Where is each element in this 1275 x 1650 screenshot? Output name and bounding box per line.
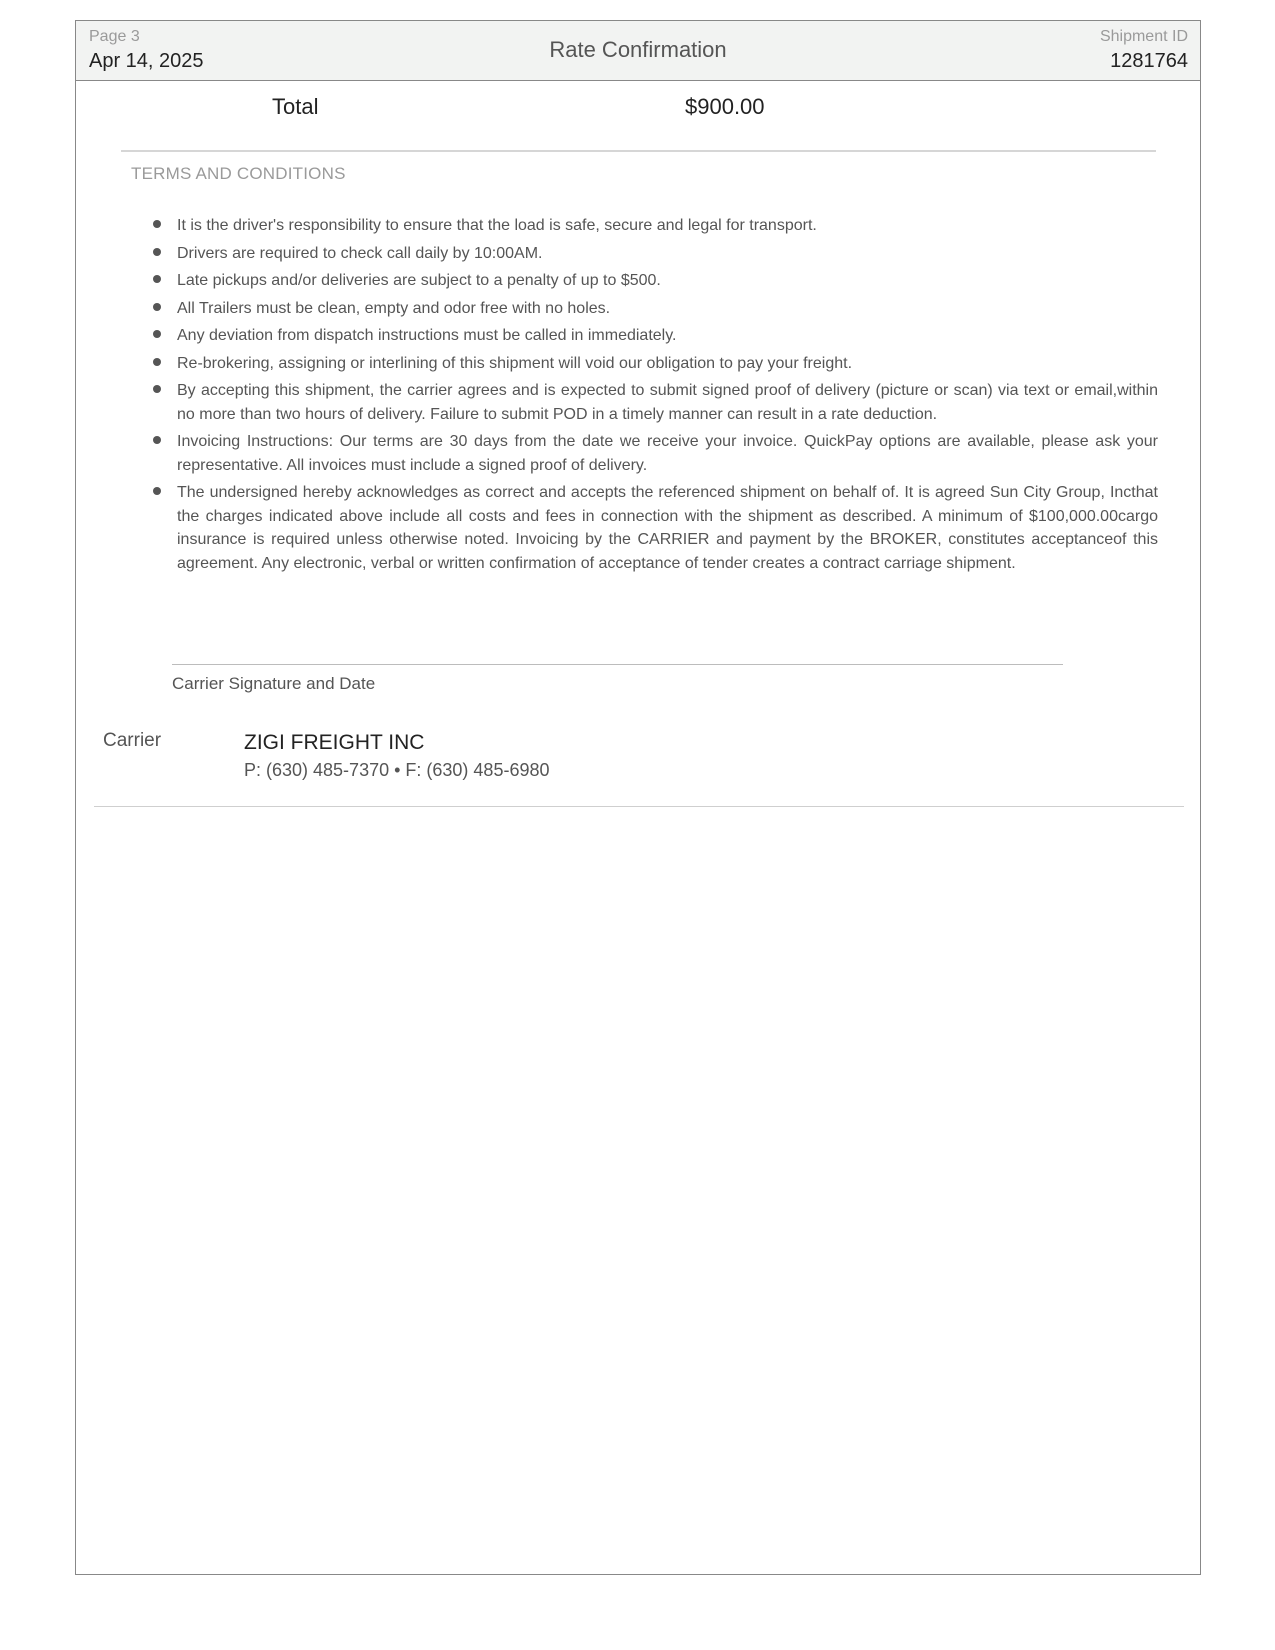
- section-divider: [121, 150, 1156, 152]
- carrier-name: ZIGI FREIGHT INC: [244, 731, 425, 754]
- terms-item: It is the driver's responsibility to ensure that the load is safe, secure and legal for transport.: [177, 214, 1166, 238]
- document-date: Apr 14, 2025: [89, 50, 204, 72]
- shipment-id-label: Shipment ID: [1099, 28, 1188, 45]
- terms-item: Drivers are required to check call daily by 10:00AM.: [177, 242, 1166, 266]
- document-title: Rate Confirmation: [549, 37, 727, 62]
- terms-item: Late pickups and/or deliveries are subject to a penalty of up to $500.: [177, 269, 1166, 293]
- terms-item: Any deviation from dispatch instructions must be called in immediately.: [177, 324, 1166, 348]
- carrier-divider: [94, 806, 1184, 807]
- total-value: $900.00: [685, 94, 765, 119]
- terms-heading: TERMS AND CONDITIONS: [131, 164, 346, 183]
- terms-item: Invoicing Instructions: Our terms are 30 days from the date we receive your invoice. QuickPay options are available, please ask your representative. All invoices must include a signed proof of delivery.: [177, 430, 1166, 477]
- total-label: Total: [272, 94, 319, 119]
- signature-line: [172, 664, 1063, 665]
- terms-list: [131, 214, 1166, 579]
- carrier-contact: P: (630) 485-7370 • F: (630) 485-6980: [244, 760, 550, 780]
- carrier-label: Carrier: [103, 730, 162, 751]
- document-page: [75, 20, 1201, 1575]
- page-number: Page 3: [89, 28, 140, 45]
- terms-item: All Trailers must be clean, empty and odor free with no holes.: [177, 297, 1166, 321]
- terms-item: The undersigned hereby acknowledges as correct and accepts the referenced shipment on behalf of. It is agreed Sun City Group, Incthat the charges indicated above include all costs and fees in connection with the shipment as described. A minimum of $100,000.00cargo insurance is required unless otherwise noted. Invoicing by the CARRIER and payment by the BROKER, constitutes acceptanceof this agreement. Any electronic, verbal or written confirmation of acceptance of tender creates a contract carriage shipment.: [177, 481, 1166, 575]
- shipment-id-value: 1281764: [1110, 50, 1188, 72]
- terms-item: Re-brokering, assigning or interlining of this shipment will void our obligation to pay your freight.: [177, 352, 1166, 376]
- page-header: [76, 21, 1200, 81]
- terms-item: By accepting this shipment, the carrier agrees and is expected to submit signed proof of delivery (picture or scan) via text or email,within no more than two hours of delivery. Failure to submit POD in a timely manner can result in a rate deduction.: [177, 379, 1166, 426]
- signature-label: Carrier Signature and Date: [172, 674, 376, 693]
